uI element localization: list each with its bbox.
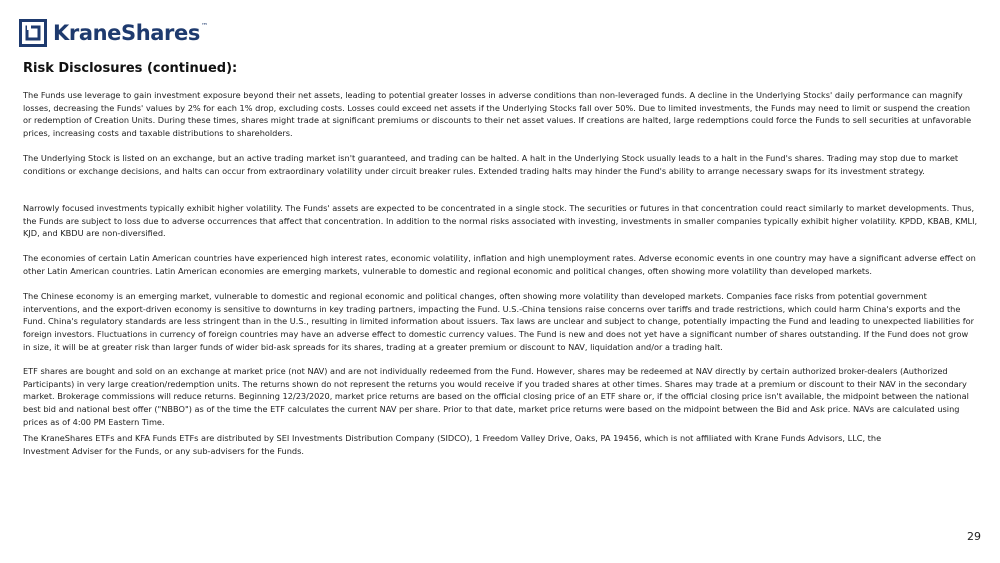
kraneshares-logo (19, 17, 208, 49)
trademark-symbol: ™ (200, 21, 208, 30)
disclosure-paragraph-china: The Chinese economy is an emerging market, vulnerable to domestic and regional economic and political changes, often showing more volatility than developed markets. Companies face risks from potential government interventions, and the export-driven economy is sensitive to downturns in key trading partners, impacting the Fund. U.S.-China tensions raise concerns over tariffs and trade restrictions, which could harm China's exports and the Fund. China's regulatory standards are less stringent than in the U.S., resulting in limited information about issuers. Tax laws are unclear and subject to change, potentially impacting the Fund and leading to unexpected liabilities for foreign investors. Fluctuations in currency of foreign countries may have an adverse effect to domestic currency values. The Fund is new and does not yet have a significant number of shares outstanding. If the Fund does not grow in size, it will be at greater risk than larger funds of wider bid-ask spreads for its shares, trading at a greater premium or discount to NAV, liquidation and/or a trading halt. (23, 291, 974, 352)
disclosure-paragraph-latin-america: The economies of certain Latin American countries have experienced high interest rates, economic volatility, inflation and high unemployment rates. Adverse economic events in one country may have a significant adverse effect on other Latin American countries. Latin American economies are emerging markets, vulnerable to domestic and regional economic and political changes, often showing more volatility than developed markets. (23, 253, 976, 276)
kraneshares-logo-icon (19, 19, 47, 47)
page-number: 29 (967, 530, 981, 543)
page-title: Risk Disclosures (continued): (23, 61, 238, 76)
disclosure-paragraph-leverage: The Funds use leverage to gain investment exposure beyond their net assets, leading to potential greater losses in adverse conditions than non-leveraged funds. A decline in the Underlying Stocks' daily performance can magnify losses, decreasing the Funds' values by 2% for each 1% drop, excluding costs. Losses could exceed net assets if the Underlying Stocks fall over 50%. Due to limited investments, the Funds may need to limit or suspend the creation or redemption of Creation Units. During these times, shares might trade at significant premiums or discounts to their net asset values. If creations are halted, large redemptions could force the Funds to sell securities at unfavorable prices, increasing costs and taxable distributions to shareholders. (23, 90, 972, 139)
disclosure-paragraph-trading-halt: The Underlying Stock is listed on an exchange, but an active trading market isn't guaranteed, and trading can be halted. A halt in the Underlying Stock usually leads to a halt in the Fund's shares. Trading may stop due to market conditions or exchange decisions, and halts can occur from extraordinary volatility under circuit breaker rules. Extended trading halts may hinder the Fund's ability to arrange necessary swaps for its investment strategy. (23, 153, 959, 176)
logo-wordmark: KraneShares™ (53, 20, 208, 45)
disclosure-paragraph-etf-shares: ETF shares are bought and sold on an exchange at market price (not NAV) and are not individually redeemed from the Fund. However, shares may be redeemed at NAV directly by certain authorized broker-dealers (Authorized Participants) in very large creation/redemption units. The returns shown do not represent the returns you would receive if you traded shares at other times. Shares may trade at a premium or discount to their NAV in the secondary market. Brokerage commissions will reduce returns. Beginning 12/23/2020, market price returns are based on the official closing price of an ETF share or, if the official closing price isn't available, the midpoint between the national best bid and national best offer ("NBBO") as of the time the ETF calculates the current NAV per share. Prior to that date, market price returns were based on the midpoint between the Bid and Ask price. NAVs are calculated using prices as of 4:00 PM Eastern Time. (23, 366, 969, 427)
disclosure-paragraph-concentration: Narrowly focused investments typically exhibit higher volatility. The Funds' assets are expected to be concentrated in a single stock. The securities or futures in that concentration could react similarly to market developments. Thus, the Funds are subject to loss due to adverse occurrences that affect that concentration. In addition to the normal risks associated with investing, investments in smaller companies typically exhibit higher volatility. KPDD, KBAB, KMLI, KJD, and KBDU are non-diversified. (23, 203, 978, 239)
disclosure-paragraph-distributor: The KraneShares ETFs and KFA Funds ETFs are distributed by SEI Investments Distribution Company (SIDCO), 1 Freedom Valley Drive, Oaks, PA 19456, which is not affiliated with Krane Funds Advisors, LLC, the Investment Adviser for the Funds, or any sub-advisers for the Funds. (23, 433, 882, 456)
